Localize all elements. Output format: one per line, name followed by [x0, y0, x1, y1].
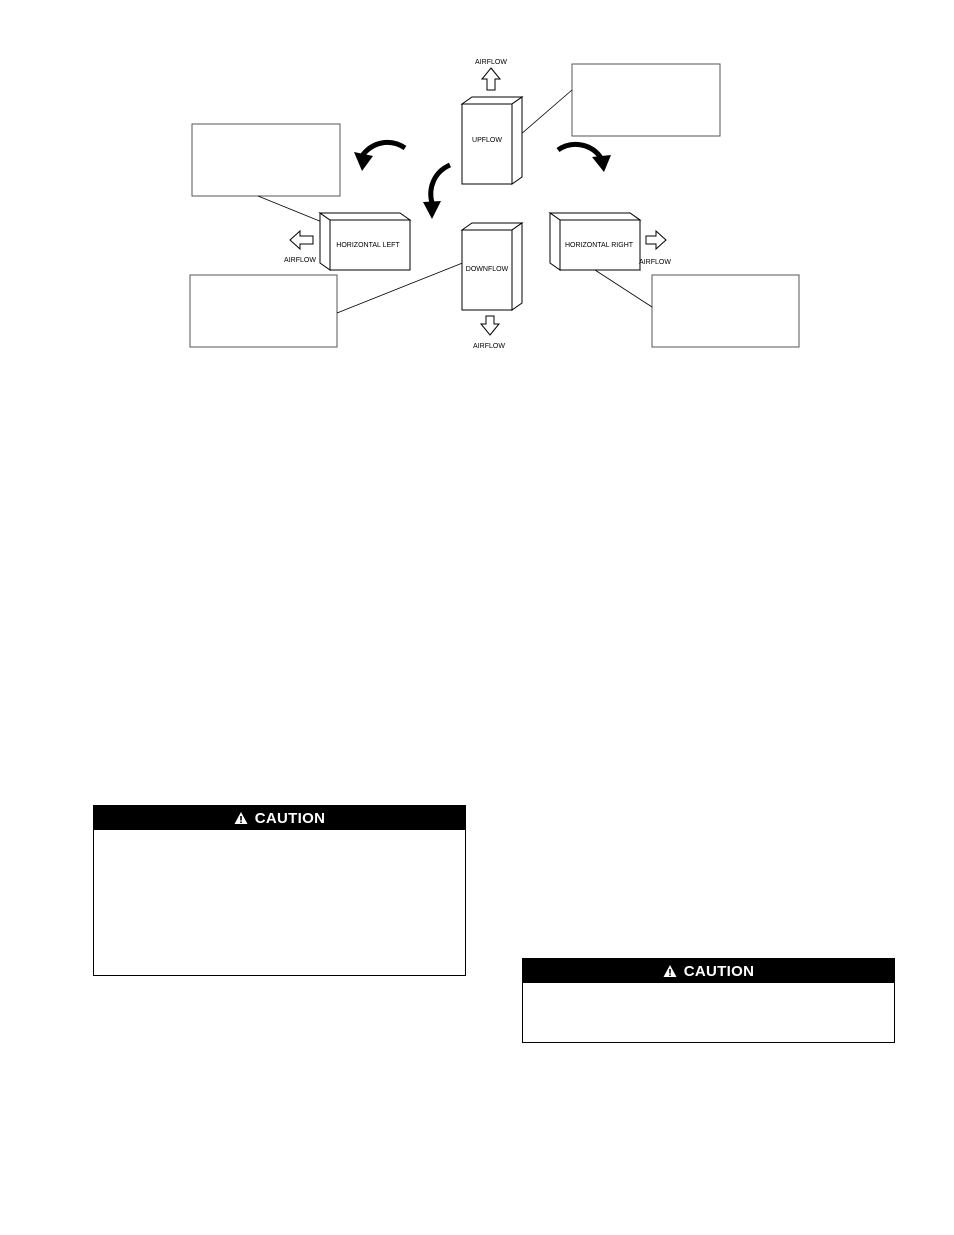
callout-box-top-left [192, 124, 340, 196]
caution-header-2 [523, 959, 894, 983]
caution-box-1 [93, 805, 466, 976]
caution-title-2: CAUTION [683, 962, 755, 980]
caution-header-1 [94, 806, 465, 830]
furnace-orientation-diagram [0, 0, 954, 370]
rotate-arrow-down-icon [423, 165, 450, 219]
upflow-unit [462, 97, 522, 184]
rotate-arrow-left-icon [354, 142, 405, 171]
caution-title-1: CAUTION [254, 809, 326, 827]
airflow-down-label: AIRFLOW [473, 343, 505, 350]
leader-line-horizontal-right [595, 270, 652, 307]
upflow-label: UPFLOW [472, 137, 502, 144]
warning-triangle-icon [663, 964, 677, 978]
airflow-left-arrow-icon [290, 231, 313, 249]
leader-line-upflow [520, 90, 572, 135]
rotate-arrow-right-icon [558, 144, 611, 172]
airflow-down-arrow-icon [481, 316, 499, 335]
airflow-right-label: AIRFLOW [639, 259, 671, 266]
horizontal-right-unit [550, 213, 640, 270]
downflow-unit [462, 223, 522, 310]
callout-box-bottom-right [652, 275, 799, 347]
airflow-up-label: AIRFLOW [475, 59, 507, 66]
downflow-label: DOWNFLOW [465, 266, 509, 273]
horizontal-left-unit [320, 213, 410, 270]
warning-triangle-icon [234, 811, 248, 825]
caution-box-2 [522, 958, 895, 1043]
airflow-right-arrow-icon [646, 231, 666, 249]
horizontal-left-label: HORIZONTAL LEFT [336, 242, 400, 249]
airflow-up-arrow-icon [482, 68, 500, 90]
horizontal-right-label: HORIZONTAL RIGHT [564, 242, 634, 249]
callout-box-bottom-left [190, 275, 337, 347]
leader-line-horizontal-left [258, 196, 322, 222]
airflow-left-label: AIRFLOW [284, 257, 316, 264]
callout-box-top-right [572, 64, 720, 136]
